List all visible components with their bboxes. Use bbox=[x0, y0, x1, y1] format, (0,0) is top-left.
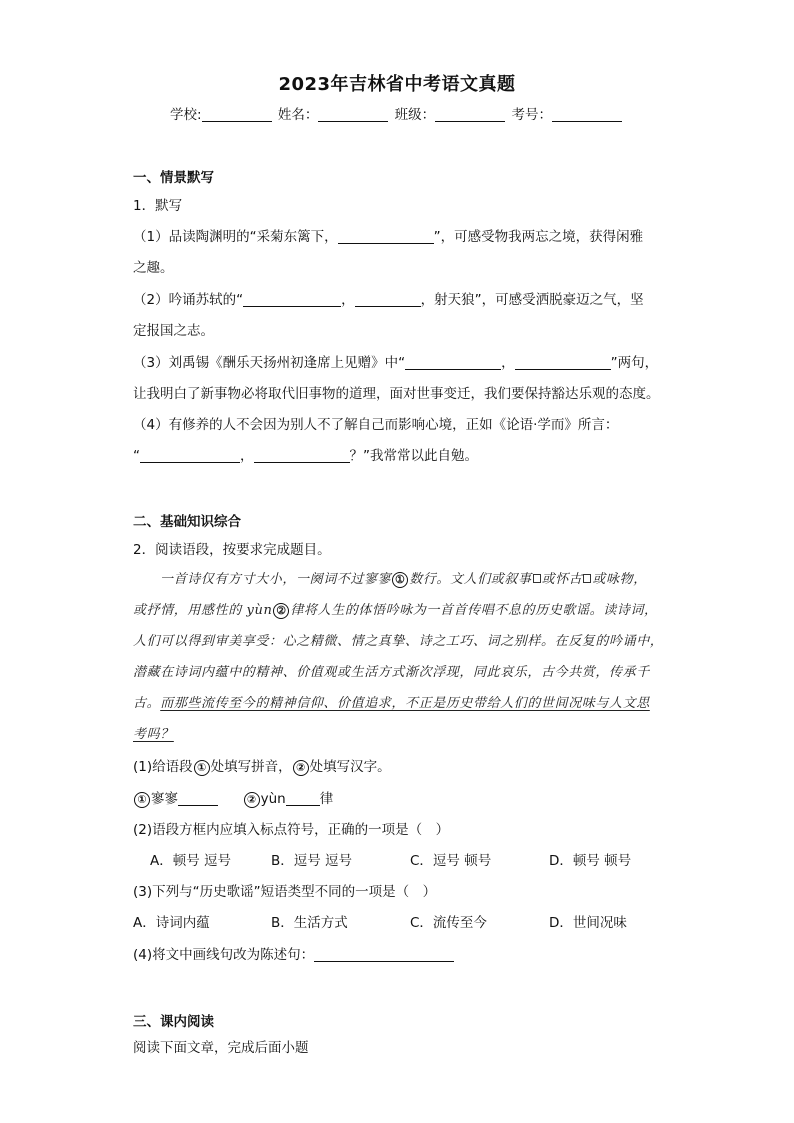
q1-3-comma: ， bbox=[501, 355, 515, 371]
passage-line-1 bbox=[160, 568, 647, 588]
school-blank[interactable] bbox=[202, 107, 272, 122]
sub2-option-a[interactable]: A．顿号 逗号 bbox=[150, 853, 232, 869]
passage-line-3: 人们可以得到审美享受：心之精微、情之真挚、诗之工巧、词之别样。在反复的吟诵中， bbox=[133, 634, 664, 649]
q1-3-blank-2[interactable] bbox=[515, 355, 611, 370]
question-1-1 bbox=[133, 225, 643, 245]
q1-4-open-quote: “ bbox=[133, 448, 140, 464]
passage-l2-a: 或抒情，用感性的 yùn bbox=[133, 603, 273, 618]
passage-l1-b: 数行。文人们或叙事 bbox=[409, 572, 532, 587]
q1-2-blank-1[interactable] bbox=[243, 292, 341, 307]
question-2-label: 2．阅读语段，按要求完成题目。 bbox=[133, 542, 331, 558]
sub2-option-b[interactable]: B．逗号 逗号 bbox=[271, 853, 353, 869]
answer-1-mark: ① bbox=[134, 792, 150, 808]
answer-2-blank[interactable] bbox=[286, 791, 320, 806]
q1-1-blank[interactable] bbox=[338, 229, 434, 244]
passage-l5-a: 古。 bbox=[133, 696, 161, 711]
passage-l1-c: 或怀古 bbox=[541, 572, 583, 587]
q1-2-text-a: （2）吟诵苏轼的“ bbox=[133, 292, 244, 308]
passage-l1-d: 或咏物， bbox=[592, 572, 647, 587]
section-heading-3: 三、课内阅读 bbox=[133, 1014, 214, 1030]
sub1-text-b: 处填写拼音， bbox=[210, 759, 292, 775]
question-1-label: 1．默写 bbox=[133, 198, 183, 214]
question-1-4: （4）有修养的人不会因为别人不了解自己而影响心境，正如《论语·学而》所言： bbox=[133, 417, 619, 433]
page-title: 2023年吉林省中考语文真题 bbox=[278, 74, 516, 95]
q1-4-answer-line bbox=[133, 444, 478, 464]
subquestion-4 bbox=[133, 943, 454, 963]
punctuation-box-1[interactable] bbox=[533, 574, 541, 583]
class-label: 班级： bbox=[394, 107, 436, 123]
q1-3-blank-1[interactable] bbox=[405, 355, 501, 370]
section-heading-2: 二、基础知识综合 bbox=[133, 514, 241, 530]
q1-1-continuation: 之趣。 bbox=[133, 260, 174, 276]
q1-2-continuation: 定报国之志。 bbox=[133, 323, 214, 339]
class-blank[interactable] bbox=[435, 107, 505, 122]
passage-line-6 bbox=[133, 723, 174, 742]
passage-line-4: 潜藏在诗词内蕴中的精神、价值观或生活方式渐次浮现，同此哀乐，古今共赏，传承千 bbox=[133, 665, 650, 680]
sub4-text: (4)将文中画线句改为陈述句： bbox=[133, 947, 315, 963]
q1-2-blank-2[interactable] bbox=[355, 292, 421, 307]
exam-no-blank[interactable] bbox=[552, 107, 622, 122]
exam-no-label: 考号： bbox=[511, 107, 552, 123]
name-label: 姓名： bbox=[277, 107, 319, 123]
question-1-2 bbox=[133, 288, 644, 308]
answer-2-char: 律 bbox=[319, 791, 334, 807]
answer-2-mark: ② bbox=[244, 792, 260, 808]
punctuation-box-2[interactable] bbox=[583, 574, 591, 583]
subquestion-3: (3)下列与“历史歌谣”短语类型不同的一项是（ ） bbox=[133, 884, 437, 900]
sub2-option-c[interactable]: C．逗号 顿号 bbox=[410, 853, 492, 869]
q1-3-text-a: （3）刘禹锡《酬乐天扬州初逢席上见赠》中“ bbox=[133, 355, 406, 371]
underlined-sentence-part-1: 而那些流传至今的精神信仰、价值追求，不正是历史带给人们的世间况味与人文思 bbox=[160, 696, 650, 711]
sub1-text-a: (1)给语段 bbox=[133, 759, 193, 775]
sub3-option-a[interactable]: A．诗词内蕴 bbox=[133, 915, 210, 931]
q1-2-text-c: ，射天狼”，可感受洒脱豪迈之气，坚 bbox=[420, 292, 644, 308]
passage-line-2 bbox=[133, 599, 658, 619]
student-info-row bbox=[0, 103, 794, 123]
school-label: 学校: bbox=[170, 107, 202, 123]
passage-l2-b: 律将人生的体悟吟咏为一首首传唱不息的历史歌谣。读诗词， bbox=[290, 603, 658, 618]
q1-2-comma: ， bbox=[341, 292, 355, 308]
underlined-sentence-part-2: 考吗？ bbox=[133, 727, 174, 742]
q1-4-comma: ， bbox=[240, 448, 254, 464]
name-blank[interactable] bbox=[318, 107, 388, 122]
sub1-text-c: 处填写汉字。 bbox=[309, 759, 391, 775]
answer-1-blank[interactable] bbox=[178, 791, 218, 806]
q1-3-continuation: 让我明白了新事物必将取代旧事物的道理，面对世事变迁，我们要保持豁达乐观的态度。 bbox=[133, 386, 660, 402]
sub4-answer-blank[interactable] bbox=[314, 947, 454, 962]
passage-mark-1: ① bbox=[392, 572, 408, 588]
q1-1-text-a: （1）品读陶渊明的“采菊东篱下， bbox=[133, 229, 338, 245]
subquestion-1-answers bbox=[133, 787, 333, 808]
subquestion-1 bbox=[133, 755, 391, 776]
q1-4-blank-1[interactable] bbox=[140, 448, 240, 463]
sub2-option-d[interactable]: D．顿号 顿号 bbox=[549, 853, 632, 869]
question-1-3 bbox=[133, 351, 658, 371]
sub3-option-d[interactable]: D．世间况味 bbox=[549, 915, 627, 931]
sub1-mark-2: ② bbox=[293, 760, 309, 776]
q1-4-text-d: ？”我常常以此自勉。 bbox=[349, 448, 478, 464]
section-heading-1: 一、情景默写 bbox=[133, 170, 214, 186]
answer-2-pinyin: yùn bbox=[260, 791, 286, 807]
q1-3-text-c: ”两句， bbox=[610, 355, 659, 371]
sub3-option-b[interactable]: B．生活方式 bbox=[271, 915, 348, 931]
answer-1-word: 寥寥 bbox=[151, 791, 178, 807]
subquestion-2: (2)语段方框内应填入标点符号，正确的一项是（ ） bbox=[133, 822, 450, 838]
q1-1-text-b: ”，可感受物我两忘之境，获得闲雅 bbox=[433, 229, 644, 245]
section-3-instruction: 阅读下面文章，完成后面小题 bbox=[133, 1040, 309, 1056]
sub3-option-c[interactable]: C．流传至今 bbox=[410, 915, 487, 931]
passage-line-5 bbox=[133, 692, 650, 711]
passage-mark-2: ② bbox=[273, 603, 289, 619]
sub1-mark-1: ① bbox=[194, 760, 210, 776]
passage-l1-a: 一首诗仅有方寸大小，一阕词不过寥寥 bbox=[160, 572, 392, 587]
q1-4-blank-2[interactable] bbox=[254, 448, 350, 463]
